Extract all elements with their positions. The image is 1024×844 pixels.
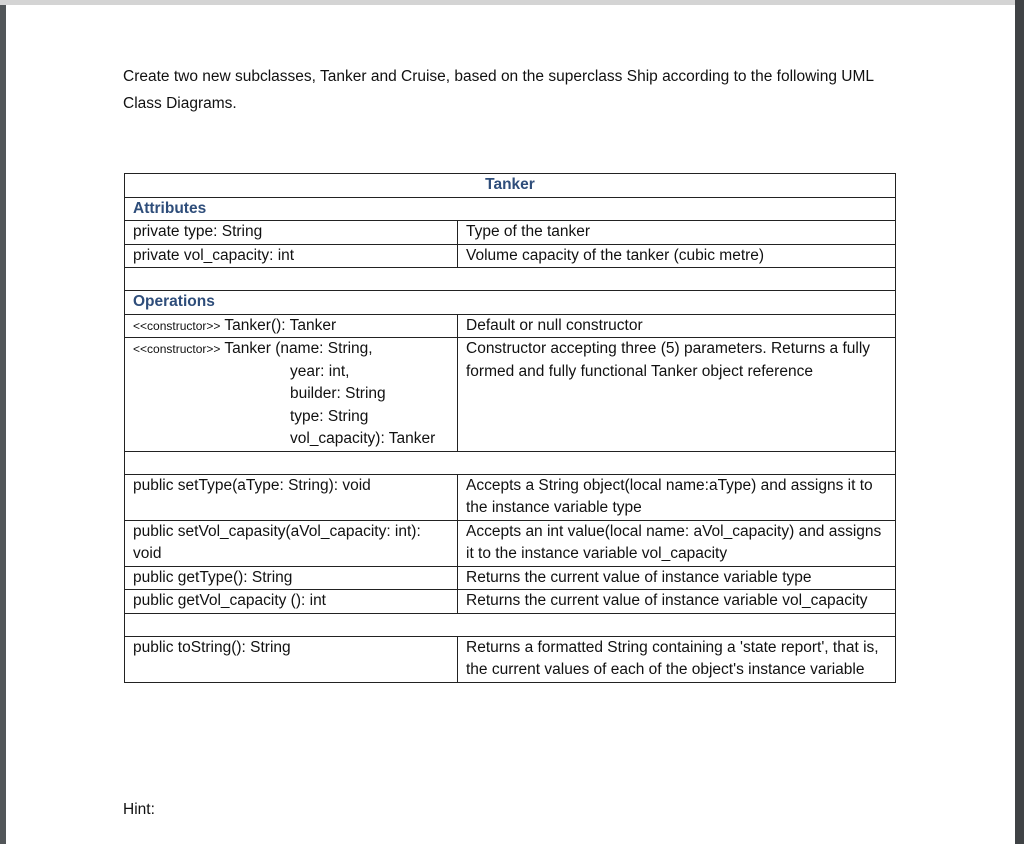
hint-label: Hint: — [123, 801, 155, 818]
spacer-row — [125, 268, 896, 291]
spacer-row — [125, 613, 896, 636]
method-row — [125, 474, 896, 520]
constructor-signature: Tanker(): Tanker — [224, 316, 337, 334]
attribute-signature: private vol_capacity: int — [125, 244, 458, 268]
method-signature: public getType(): String — [125, 566, 458, 590]
attribute-description: Volume capacity of the tanker (cubic metre) — [458, 244, 896, 268]
document-page — [6, 5, 1015, 844]
attribute-signature: private type: String — [125, 221, 458, 245]
viewer-right-edge — [1015, 0, 1024, 844]
spacer-row — [125, 451, 896, 474]
stereotype-label: <<constructor>> — [133, 318, 221, 333]
attribute-row — [125, 244, 896, 268]
operation-signature — [125, 314, 458, 338]
intro-paragraph: Create two new subclasses, Tanker and Cruise, based on the superclass Ship according to the following UML Class Diagrams. — [123, 68, 874, 112]
operations-header: Operations — [125, 291, 896, 315]
method-row — [125, 636, 896, 682]
attribute-row — [125, 221, 896, 245]
attributes-header: Attributes — [125, 197, 896, 221]
attribute-description: Type of the tanker — [458, 221, 896, 245]
method-description: Accepts an int value(local name: aVol_capacity) and assigns it to the instance variable vol_capacity — [458, 520, 896, 566]
operation-row — [125, 314, 896, 338]
method-row — [125, 566, 896, 590]
method-description: Returns the current value of instance variable vol_capacity — [458, 590, 896, 614]
method-signature: public setVol_capasity(aVol_capacity: int): void — [125, 520, 458, 566]
constructor-param: vol_capacity): Tanker — [290, 430, 436, 447]
operation-description: Constructor accepting three (5) parameters. Returns a fully formed and fully functional Tanker object reference — [458, 338, 896, 452]
operation-row — [125, 338, 896, 452]
constructor-param: type: String — [290, 407, 369, 425]
method-signature: public getVol_capacity (): int — [125, 590, 458, 614]
method-row — [125, 590, 896, 614]
uml-class-diagram-tanker — [124, 173, 896, 683]
constructor-signature: Tanker (name: String, — [224, 340, 373, 357]
method-description: Returns a formatted String containing a 'state report', that is, the current values of each of the object's instance variable — [458, 636, 896, 682]
class-name: Tanker — [125, 174, 896, 198]
operation-description: Default or null constructor — [458, 314, 896, 338]
method-signature: public toString(): String — [125, 636, 458, 682]
constructor-param: builder: String — [290, 385, 386, 402]
stereotype-label: <<constructor>> — [133, 342, 221, 356]
constructor-param: year: int, — [290, 362, 350, 380]
method-description: Returns the current value of instance variable type — [458, 566, 896, 590]
method-description: Accepts a String object(local name:aType) and assigns it to the instance variable type — [458, 474, 896, 520]
method-row — [125, 520, 896, 566]
operation-signature — [125, 338, 458, 452]
method-signature: public setType(aType: String): void — [125, 474, 458, 520]
